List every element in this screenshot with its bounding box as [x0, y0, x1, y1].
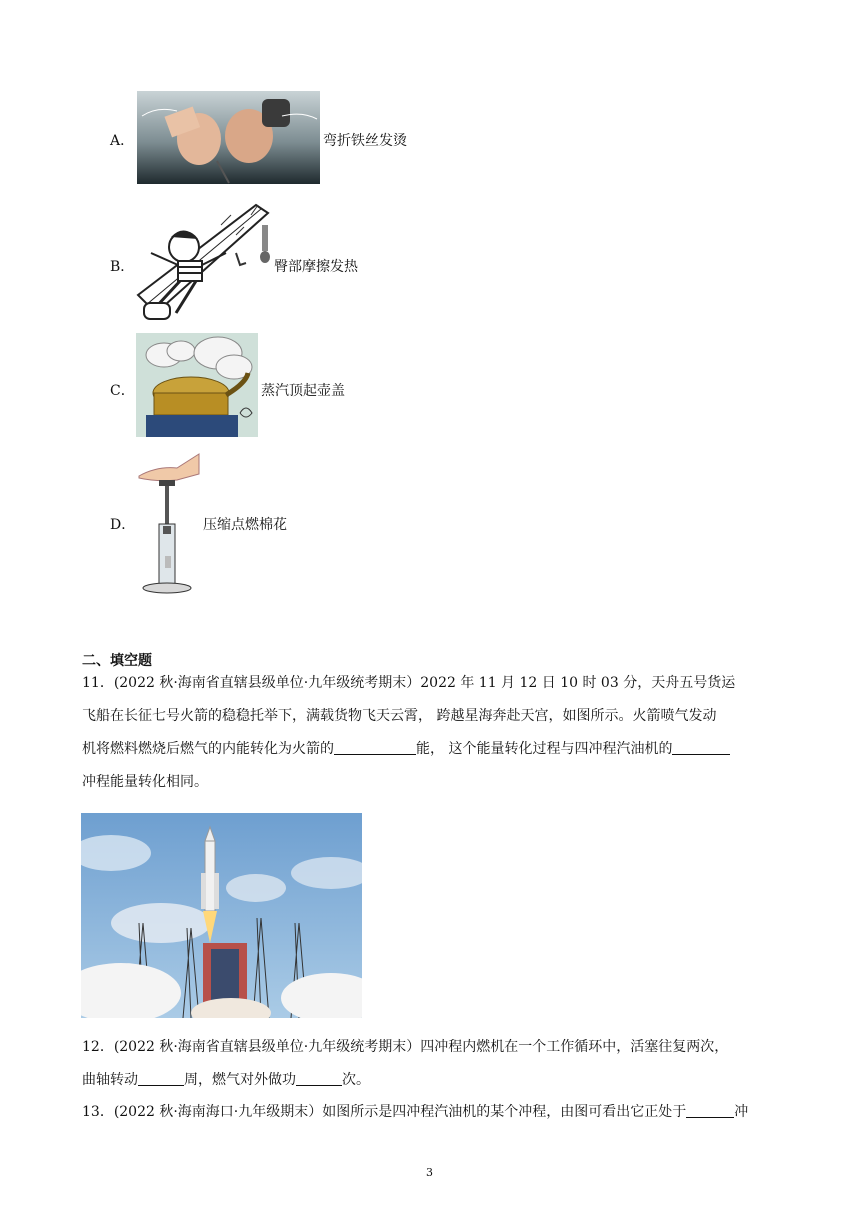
option-c-letter: C．: [110, 383, 135, 399]
q11-line-4: 冲程能量转化相同。: [82, 774, 208, 790]
option-a-caption: 弯折铁丝发烫: [323, 133, 407, 149]
q12-line-2-c: 次。: [342, 1072, 370, 1088]
q11-line-3: [82, 733, 782, 766]
q12-line-2-b: 周，燃气对外做功: [184, 1072, 296, 1088]
q12-blank-2[interactable]: [296, 1071, 342, 1086]
air-compression-syringe-drawing: [137, 446, 201, 596]
q12-line-1: 12．(2022 秋·海南省直辖县级单位·九年级统考期末）四冲程内燃机在一个工作循环中，活塞往复两次，: [82, 1039, 729, 1055]
q12-blank-1[interactable]: [138, 1071, 184, 1086]
q11-line-1: 11．(2022 秋·海南省直辖县级单位·九年级统考期末）2022 年 11 月 12 日 10 时 03 分，天舟五号货运: [82, 675, 736, 691]
option-d-caption: 压缩点燃棉花: [203, 517, 287, 533]
rocket-launch-photo: [81, 813, 362, 1018]
q13-blank-1[interactable]: [686, 1103, 734, 1118]
option-d-letter: D．: [110, 517, 136, 533]
question-11: [82, 667, 782, 799]
q11-line-3-a: 机将燃料燃烧后燃气的内能转化为火箭的: [82, 741, 334, 757]
q11-blank-1[interactable]: [334, 740, 416, 755]
steaming-kettle-drawing: [136, 333, 258, 437]
option-c-caption: 蒸汽顶起壶盖: [261, 383, 345, 399]
q13-line-1-b: 冲: [734, 1104, 749, 1120]
q11-line-3-b: 能， 这个能量转化过程与四冲程汽油机的: [416, 741, 673, 757]
option-a-letter: A．: [110, 133, 135, 149]
option-b-letter: B．: [110, 259, 135, 275]
q11-line-2: 飞船在长征七号火箭的稳稳托举下，满载货物飞天云霄， 跨越星海奔赴天宫，如图所示。火箭喷气发动: [82, 708, 717, 724]
question-12: [82, 1031, 782, 1097]
section-title: 二、填空题: [82, 653, 152, 669]
option-b-caption: 臀部摩擦发热: [274, 259, 358, 275]
bending-wire-photo: [137, 91, 320, 184]
q11-blank-2[interactable]: [672, 740, 730, 755]
page-number: 3: [426, 1166, 433, 1179]
q12-line-2: [82, 1064, 782, 1097]
q12-line-2-a: 曲轴转动: [82, 1072, 138, 1088]
q13-line-1-a: 13．(2022 秋·海南海口·九年级期末）如图所示是四冲程汽油机的某个冲程，由图可看出它正处于: [82, 1104, 687, 1120]
question-13: [82, 1096, 782, 1129]
child-on-slide-drawing: [136, 195, 274, 329]
